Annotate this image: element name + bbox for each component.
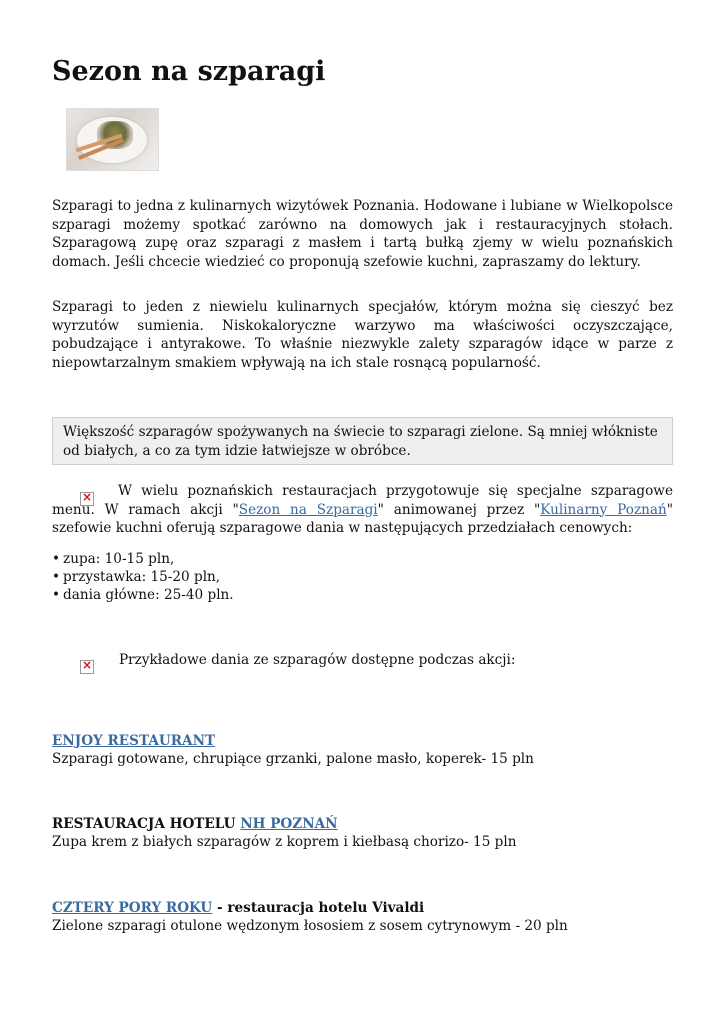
- enjoy-restaurant-link[interactable]: ENJOY RESTAURANT: [52, 733, 216, 749]
- menu-intro-text: " szefowie kuchni oferują szparagowe dania w następujących przedziałach cenowych:: [52, 501, 673, 536]
- sezon-na-szparagi-link[interactable]: Sezon na Szparagi: [238, 501, 378, 518]
- cztery-pory-roku-link[interactable]: CZTERY PORY ROKU: [52, 900, 213, 916]
- info-note-box: Większość szparagów spożywanych na świecie to szparagi zielone. Są mniej włókniste od białych, a co za tym idzie łatwiejsze w obróbce.: [52, 417, 673, 465]
- restaurant-title: CZTERY PORY ROKU - restauracja hotelu Vivaldi: [52, 900, 425, 916]
- health-paragraph: Szparagi to jeden z niewielu kulinarnych specjałów, którym można się cieszyć bez wyrzutów sumienia. Niskokaloryczne warzywo ma właściwości oczyszczające, pobudzające i antyrakowe. To właśnie niezwykle zalety szparagów idące w parze z niepowtarzalnym smakiem wpływają na ich stale rosnącą popularność.: [52, 299, 673, 371]
- broken-image-icon: ×: [82, 658, 93, 672]
- restaurant-dish: Szparagi gotowane, chrupiące grzanki, palone masło, koperek- 15 pln: [52, 751, 534, 767]
- list-item: • przystawka: 15-20 pln,: [52, 568, 234, 586]
- restaurant-dish: Zupa krem z białych szparagów z koprem i kiełbasą chorizo- 15 pln: [52, 834, 517, 850]
- menu-intro-text: W wielu poznańskich restauracjach przygotowuje się specjalne szparagowe menu. W ramach akcji ": [52, 483, 673, 518]
- examples-intro: Przykładowe dania ze szparagów dostępne podczas akcji:: [119, 652, 516, 668]
- asparagus-dish-photo: [66, 108, 159, 171]
- nh-poznan-link[interactable]: NH POZNAŃ: [240, 816, 338, 832]
- page-title: Sezon na szparagi: [52, 56, 326, 87]
- menu-intro-text: " animowanej przez ": [377, 501, 541, 518]
- kulinarny-poznan-link[interactable]: Kulinarny Poznań: [540, 501, 667, 518]
- restaurant-dish: Zielone szparagi otulone wędzonym łososiem z sosem cytrynowym - 20 pln: [52, 918, 568, 934]
- restaurant-title: [52, 733, 215, 749]
- menu-intro-paragraph: [52, 482, 673, 538]
- list-item: • dania główne: 25-40 pln.: [52, 586, 234, 604]
- restaurant-title: RESTAURACJA HOTELU NH POZNAŃ: [52, 816, 338, 832]
- price-list: [52, 550, 234, 604]
- broken-image-icon: ×: [82, 490, 93, 504]
- list-item: • zupa: 10-15 pln,: [52, 550, 234, 568]
- intro-paragraph: Szparagi to jedna z kulinarnych wizytówek Poznania. Hodowane i lubiane w Wielkopolsce szparagi możemy spotkać zarówno na domowych jak i restauracyjnych stołach. Szparagową zupę oraz szparagi z masłem i tartą bułką zjemy w wielu poznańskich domach. Jeśli chcecie wiedzieć co proponują szefowie kuchni, zapraszamy do lektury.: [52, 198, 673, 270]
